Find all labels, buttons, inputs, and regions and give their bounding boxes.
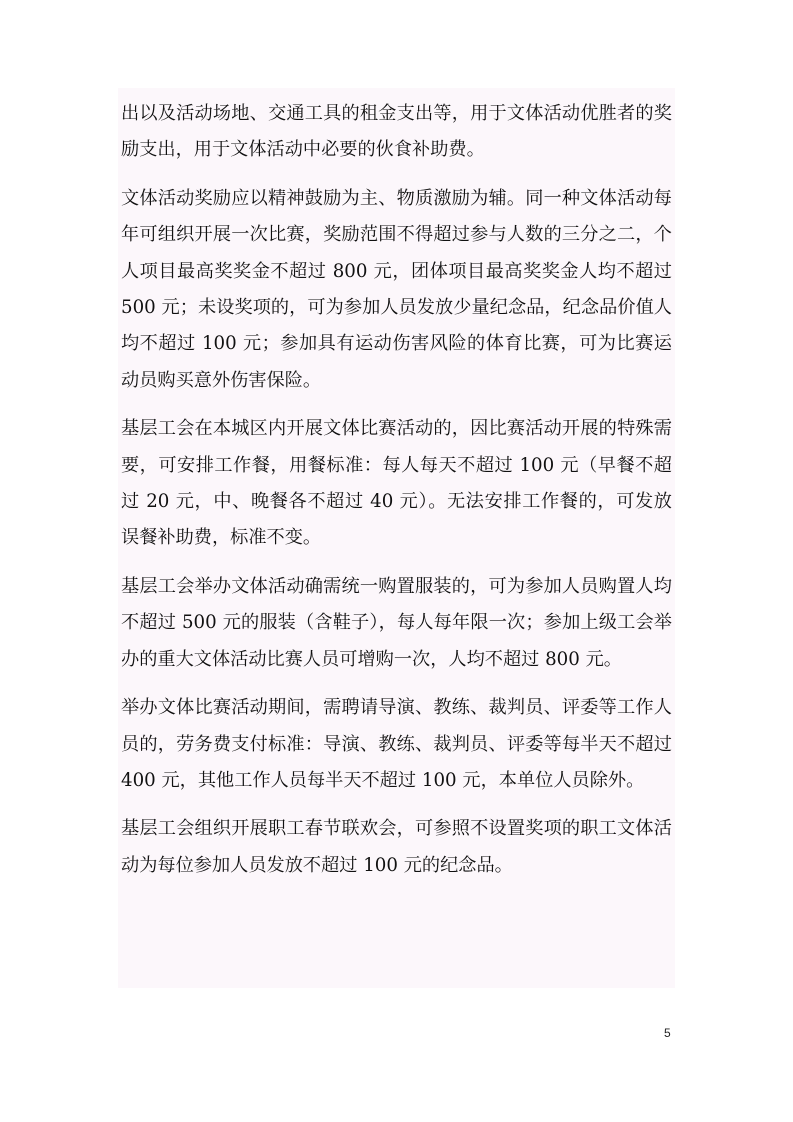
paragraph-labor-fees: 举办文体比赛活动期间，需聘请导演、教练、裁判员、评委等工作人员的，劳务费支付标准：导演、教练、裁判员、评委等每半天不超过 400 元，其他工作人员每半天不超过 100 元，本单位人员除外。 xyxy=(121,697,672,791)
paragraph-uniform-purchase: 基层工会举办文体活动确需统一购置服装的，可为参加人员购置人均不超过 500 元的服装（含鞋子），每人每年限一次；参加上级工会举办的重大文体活动比赛人员可增购一次，人均不超过 800 元。 xyxy=(121,575,672,670)
page-number: 5 xyxy=(664,1026,671,1040)
paragraph-spring-festival-gala: 基层工会组织开展职工春节联欢会，可参照不设置奖项的职工文体活动为每位参加人员发放不超过 100 元的纪念品。 xyxy=(121,818,672,876)
paragraph-award-rules: 文体活动奖励应以精神鼓励为主、物质激励为辅。同一种文体活动每年可组织开展一次比赛，奖励范围不得超过参与人数的三分之二，个人项目最高奖奖金不超过 800 元，团体项目最高奖奖金人均不超过 500 元；未设奖项的，可为参加人员发放少量纪念品，纪念品价值人均不超过 100 元；参加具有运动伤害风险的体育比赛，可为比赛运动员购买意外伤害保险。 xyxy=(121,187,672,391)
document-body xyxy=(118,88,675,988)
paragraph-meal-standard: 基层工会在本城区内开展文体比赛活动的，因比赛活动开展的特殊需要，可安排工作餐，用餐标准：每人每天不超过 100 元（早餐不超过 20 元，中、晚餐各不超过 40 元）。无法安排工作餐的，可发放误餐补助费，标准不变。 xyxy=(121,418,672,549)
paragraph-expense-scope: 出以及活动场地、交通工具的租金支出等，用于文体活动优胜者的奖励支出，用于文体活动中必要的伙食补助费。 xyxy=(121,103,672,161)
